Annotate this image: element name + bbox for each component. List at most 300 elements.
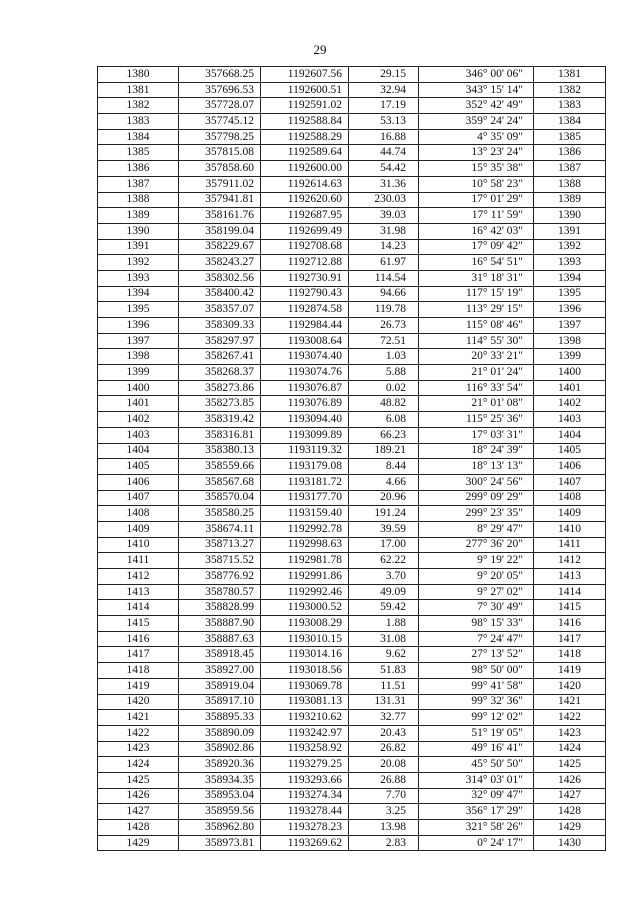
x-coordinate-cell: 357815.08 <box>179 145 261 161</box>
next-point-cell: 1394 <box>534 270 606 286</box>
y-coordinate-cell: 1193076.89 <box>261 396 349 412</box>
next-point-cell: 1393 <box>534 255 606 271</box>
point-id-cell: 1385 <box>98 145 179 161</box>
x-coordinate-cell: 358887.90 <box>179 616 261 632</box>
distance-cell: 17.00 <box>349 537 419 553</box>
y-coordinate-cell: 1192620.60 <box>261 192 349 208</box>
table-row <box>98 757 606 773</box>
distance-cell: 1.88 <box>349 616 419 632</box>
x-coordinate-cell: 358919.04 <box>179 678 261 694</box>
distance-cell: 31.08 <box>349 631 419 647</box>
table-row <box>98 365 606 381</box>
distance-cell: 119.78 <box>349 302 419 318</box>
point-id-cell: 1387 <box>98 176 179 192</box>
next-point-cell: 1419 <box>534 663 606 679</box>
point-id-cell: 1408 <box>98 506 179 522</box>
next-point-cell: 1383 <box>534 98 606 114</box>
page-number: 29 <box>313 42 327 57</box>
x-coordinate-cell: 358267.41 <box>179 349 261 365</box>
bearing-cell: 346° 00' 06" <box>419 67 534 83</box>
next-point-cell: 1426 <box>534 772 606 788</box>
table-row <box>98 98 606 114</box>
y-coordinate-cell: 1192614.63 <box>261 176 349 192</box>
next-point-cell: 1411 <box>534 537 606 553</box>
y-coordinate-cell: 1192981.78 <box>261 553 349 569</box>
distance-cell: 191.24 <box>349 506 419 522</box>
x-coordinate-cell: 358357.07 <box>179 302 261 318</box>
bearing-cell: 99° 32' 36" <box>419 694 534 710</box>
table-row <box>98 710 606 726</box>
bearing-cell: 20° 33' 21" <box>419 349 534 365</box>
bearing-cell: 116° 33' 54" <box>419 380 534 396</box>
table-row <box>98 631 606 647</box>
x-coordinate-cell: 358268.37 <box>179 365 261 381</box>
next-point-cell: 1430 <box>534 835 606 851</box>
table-row <box>98 318 606 334</box>
table-row <box>98 208 606 224</box>
next-point-cell: 1400 <box>534 365 606 381</box>
distance-cell: 189.21 <box>349 443 419 459</box>
point-id-cell: 1425 <box>98 772 179 788</box>
table-row <box>98 443 606 459</box>
table-row <box>98 114 606 130</box>
distance-cell: 59.42 <box>349 600 419 616</box>
table-row <box>98 569 606 585</box>
distance-cell: 44.74 <box>349 145 419 161</box>
distance-cell: 1.03 <box>349 349 419 365</box>
next-point-cell: 1422 <box>534 710 606 726</box>
next-point-cell: 1427 <box>534 788 606 804</box>
x-coordinate-cell: 357696.53 <box>179 82 261 98</box>
point-id-cell: 1403 <box>98 427 179 443</box>
x-coordinate-cell: 357728.07 <box>179 98 261 114</box>
x-coordinate-cell: 358959.56 <box>179 804 261 820</box>
x-coordinate-cell: 358890.09 <box>179 725 261 741</box>
table-row <box>98 663 606 679</box>
next-point-cell: 1385 <box>534 129 606 145</box>
next-point-cell: 1387 <box>534 161 606 177</box>
next-point-cell: 1389 <box>534 192 606 208</box>
table-row <box>98 145 606 161</box>
point-id-cell: 1389 <box>98 208 179 224</box>
distance-cell: 49.09 <box>349 584 419 600</box>
bearing-cell: 21° 01' 24" <box>419 365 534 381</box>
table-row <box>98 772 606 788</box>
bearing-cell: 51° 19' 05" <box>419 725 534 741</box>
x-coordinate-cell: 357745.12 <box>179 114 261 130</box>
point-id-cell: 1398 <box>98 349 179 365</box>
x-coordinate-cell: 358828.99 <box>179 600 261 616</box>
table-row <box>98 161 606 177</box>
distance-cell: 4.66 <box>349 474 419 490</box>
y-coordinate-cell: 1193000.52 <box>261 600 349 616</box>
distance-cell: 31.98 <box>349 223 419 239</box>
table-body <box>98 67 606 851</box>
x-coordinate-cell: 358229.67 <box>179 239 261 255</box>
distance-cell: 94.66 <box>349 286 419 302</box>
next-point-cell: 1382 <box>534 82 606 98</box>
next-point-cell: 1417 <box>534 631 606 647</box>
bearing-cell: 117° 15' 19" <box>419 286 534 302</box>
point-id-cell: 1392 <box>98 255 179 271</box>
table-row <box>98 804 606 820</box>
y-coordinate-cell: 1193278.23 <box>261 820 349 836</box>
point-id-cell: 1420 <box>98 694 179 710</box>
y-coordinate-cell: 1193081.13 <box>261 694 349 710</box>
bearing-cell: 18° 24' 39" <box>419 443 534 459</box>
distance-cell: 230.03 <box>349 192 419 208</box>
x-coordinate-cell: 358927.00 <box>179 663 261 679</box>
y-coordinate-cell: 1193010.15 <box>261 631 349 647</box>
y-coordinate-cell: 1192874.58 <box>261 302 349 318</box>
y-coordinate-cell: 1192992.46 <box>261 584 349 600</box>
table-row <box>98 537 606 553</box>
x-coordinate-cell: 358273.85 <box>179 396 261 412</box>
y-coordinate-cell: 1192708.68 <box>261 239 349 255</box>
x-coordinate-cell: 358161.76 <box>179 208 261 224</box>
x-coordinate-cell: 358920.36 <box>179 757 261 773</box>
point-id-cell: 1400 <box>98 380 179 396</box>
distance-cell: 62.22 <box>349 553 419 569</box>
y-coordinate-cell: 1193258.92 <box>261 741 349 757</box>
bearing-cell: 343° 15' 14" <box>419 82 534 98</box>
point-id-cell: 1422 <box>98 725 179 741</box>
bearing-cell: 98° 15' 33" <box>419 616 534 632</box>
y-coordinate-cell: 1192991.86 <box>261 569 349 585</box>
bearing-cell: 359° 24' 24" <box>419 114 534 130</box>
y-coordinate-cell: 1193119.32 <box>261 443 349 459</box>
x-coordinate-cell: 358918.45 <box>179 647 261 663</box>
next-point-cell: 1412 <box>534 553 606 569</box>
y-coordinate-cell: 1193099.89 <box>261 427 349 443</box>
bearing-cell: 7° 24' 47" <box>419 631 534 647</box>
table-row <box>98 333 606 349</box>
next-point-cell: 1413 <box>534 569 606 585</box>
point-id-cell: 1428 <box>98 820 179 836</box>
table-row <box>98 129 606 145</box>
y-coordinate-cell: 1193069.78 <box>261 678 349 694</box>
bearing-cell: 32° 09' 47" <box>419 788 534 804</box>
point-id-cell: 1406 <box>98 474 179 490</box>
y-coordinate-cell: 1192712.88 <box>261 255 349 271</box>
table-row <box>98 459 606 475</box>
distance-cell: 48.82 <box>349 396 419 412</box>
distance-cell: 6.08 <box>349 412 419 428</box>
y-coordinate-cell: 1192699.49 <box>261 223 349 239</box>
x-coordinate-cell: 358400.42 <box>179 286 261 302</box>
table-row <box>98 474 606 490</box>
point-id-cell: 1397 <box>98 333 179 349</box>
next-point-cell: 1418 <box>534 647 606 663</box>
bearing-cell: 4° 35' 09" <box>419 129 534 145</box>
distance-cell: 66.23 <box>349 427 419 443</box>
next-point-cell: 1398 <box>534 333 606 349</box>
bearing-cell: 21° 01' 08" <box>419 396 534 412</box>
y-coordinate-cell: 1193269.62 <box>261 835 349 851</box>
x-coordinate-cell: 357858.60 <box>179 161 261 177</box>
table-row <box>98 176 606 192</box>
next-point-cell: 1423 <box>534 725 606 741</box>
point-id-cell: 1427 <box>98 804 179 820</box>
distance-cell: 14.23 <box>349 239 419 255</box>
point-id-cell: 1412 <box>98 569 179 585</box>
bearing-cell: 45° 50' 50" <box>419 757 534 773</box>
y-coordinate-cell: 1193074.40 <box>261 349 349 365</box>
table-row <box>98 788 606 804</box>
next-point-cell: 1410 <box>534 521 606 537</box>
next-point-cell: 1429 <box>534 820 606 836</box>
next-point-cell: 1414 <box>534 584 606 600</box>
point-id-cell: 1391 <box>98 239 179 255</box>
table-row <box>98 741 606 757</box>
distance-cell: 114.54 <box>349 270 419 286</box>
x-coordinate-cell: 358953.04 <box>179 788 261 804</box>
y-coordinate-cell: 1193274.34 <box>261 788 349 804</box>
next-point-cell: 1404 <box>534 427 606 443</box>
bearing-cell: 18° 13' 13" <box>419 459 534 475</box>
x-coordinate-cell: 358780.57 <box>179 584 261 600</box>
table-row <box>98 553 606 569</box>
distance-cell: 17.19 <box>349 98 419 114</box>
bearing-cell: 27° 13' 52" <box>419 647 534 663</box>
point-id-cell: 1411 <box>98 553 179 569</box>
point-id-cell: 1388 <box>98 192 179 208</box>
point-id-cell: 1381 <box>98 82 179 98</box>
x-coordinate-cell: 358380.13 <box>179 443 261 459</box>
bearing-cell: 17° 01' 29" <box>419 192 534 208</box>
bearing-cell: 352° 42' 49" <box>419 98 534 114</box>
x-coordinate-cell: 358934.35 <box>179 772 261 788</box>
y-coordinate-cell: 1192600.51 <box>261 82 349 98</box>
bearing-cell: 13° 23' 24" <box>419 145 534 161</box>
y-coordinate-cell: 1193210.62 <box>261 710 349 726</box>
point-id-cell: 1401 <box>98 396 179 412</box>
x-coordinate-cell: 358570.04 <box>179 490 261 506</box>
table-row <box>98 647 606 663</box>
y-coordinate-cell: 1193159.40 <box>261 506 349 522</box>
distance-cell: 32.94 <box>349 82 419 98</box>
table-row <box>98 270 606 286</box>
y-coordinate-cell: 1193018.56 <box>261 663 349 679</box>
bearing-cell: 9° 20' 05" <box>419 569 534 585</box>
y-coordinate-cell: 1192992.78 <box>261 521 349 537</box>
point-id-cell: 1396 <box>98 318 179 334</box>
x-coordinate-cell: 357911.02 <box>179 176 261 192</box>
bearing-cell: 15° 35' 38" <box>419 161 534 177</box>
point-id-cell: 1393 <box>98 270 179 286</box>
table-row <box>98 239 606 255</box>
point-id-cell: 1394 <box>98 286 179 302</box>
next-point-cell: 1409 <box>534 506 606 522</box>
next-point-cell: 1416 <box>534 616 606 632</box>
distance-cell: 5.88 <box>349 365 419 381</box>
x-coordinate-cell: 358902.86 <box>179 741 261 757</box>
y-coordinate-cell: 1193181.72 <box>261 474 349 490</box>
next-point-cell: 1390 <box>534 208 606 224</box>
distance-cell: 54.42 <box>349 161 419 177</box>
next-point-cell: 1392 <box>534 239 606 255</box>
next-point-cell: 1386 <box>534 145 606 161</box>
x-coordinate-cell: 357668.25 <box>179 67 261 83</box>
distance-cell: 7.70 <box>349 788 419 804</box>
point-id-cell: 1390 <box>98 223 179 239</box>
y-coordinate-cell: 1192998.63 <box>261 537 349 553</box>
distance-cell: 9.62 <box>349 647 419 663</box>
point-id-cell: 1409 <box>98 521 179 537</box>
x-coordinate-cell: 358567.68 <box>179 474 261 490</box>
distance-cell: 20.96 <box>349 490 419 506</box>
next-point-cell: 1420 <box>534 678 606 694</box>
x-coordinate-cell: 358713.27 <box>179 537 261 553</box>
point-id-cell: 1419 <box>98 678 179 694</box>
bearing-cell: 0° 24' 17" <box>419 835 534 851</box>
next-point-cell: 1425 <box>534 757 606 773</box>
point-id-cell: 1407 <box>98 490 179 506</box>
bearing-cell: 300° 24' 56" <box>419 474 534 490</box>
x-coordinate-cell: 358319.42 <box>179 412 261 428</box>
next-point-cell: 1381 <box>534 67 606 83</box>
distance-cell: 13.98 <box>349 820 419 836</box>
y-coordinate-cell: 1193293.66 <box>261 772 349 788</box>
table-row <box>98 506 606 522</box>
point-id-cell: 1404 <box>98 443 179 459</box>
point-id-cell: 1429 <box>98 835 179 851</box>
y-coordinate-cell: 1193008.29 <box>261 616 349 632</box>
y-coordinate-cell: 1192730.91 <box>261 270 349 286</box>
distance-cell: 39.03 <box>349 208 419 224</box>
table-row <box>98 380 606 396</box>
y-coordinate-cell: 1193076.87 <box>261 380 349 396</box>
distance-cell: 20.08 <box>349 757 419 773</box>
x-coordinate-cell: 358715.52 <box>179 553 261 569</box>
point-id-cell: 1415 <box>98 616 179 632</box>
x-coordinate-cell: 358895.33 <box>179 710 261 726</box>
distance-cell: 2.83 <box>349 835 419 851</box>
x-coordinate-cell: 358776.92 <box>179 569 261 585</box>
table-row <box>98 521 606 537</box>
bearing-cell: 17° 09' 42" <box>419 239 534 255</box>
distance-cell: 3.70 <box>349 569 419 585</box>
survey-coordinates-table <box>97 66 606 851</box>
y-coordinate-cell: 1193008.64 <box>261 333 349 349</box>
x-coordinate-cell: 358243.27 <box>179 255 261 271</box>
point-id-cell: 1383 <box>98 114 179 130</box>
y-coordinate-cell: 1193179.08 <box>261 459 349 475</box>
point-id-cell: 1426 <box>98 788 179 804</box>
y-coordinate-cell: 1193278.44 <box>261 804 349 820</box>
y-coordinate-cell: 1192790.43 <box>261 286 349 302</box>
next-point-cell: 1391 <box>534 223 606 239</box>
distance-cell: 51.83 <box>349 663 419 679</box>
x-coordinate-cell: 358273.86 <box>179 380 261 396</box>
next-point-cell: 1396 <box>534 302 606 318</box>
next-point-cell: 1395 <box>534 286 606 302</box>
table-row <box>98 678 606 694</box>
next-point-cell: 1408 <box>534 490 606 506</box>
table-row <box>98 223 606 239</box>
x-coordinate-cell: 358559.66 <box>179 459 261 475</box>
table-row <box>98 616 606 632</box>
distance-cell: 29.15 <box>349 67 419 83</box>
next-point-cell: 1403 <box>534 412 606 428</box>
y-coordinate-cell: 1192984.44 <box>261 318 349 334</box>
next-point-cell: 1397 <box>534 318 606 334</box>
point-id-cell: 1395 <box>98 302 179 318</box>
point-id-cell: 1421 <box>98 710 179 726</box>
table-row <box>98 427 606 443</box>
y-coordinate-cell: 1193279.25 <box>261 757 349 773</box>
bearing-cell: 49° 16' 41" <box>419 741 534 757</box>
point-id-cell: 1386 <box>98 161 179 177</box>
y-coordinate-cell: 1193074.76 <box>261 365 349 381</box>
distance-cell: 31.36 <box>349 176 419 192</box>
point-id-cell: 1417 <box>98 647 179 663</box>
next-point-cell: 1405 <box>534 443 606 459</box>
y-coordinate-cell: 1192591.02 <box>261 98 349 114</box>
bearing-cell: 8° 29' 47" <box>419 521 534 537</box>
point-id-cell: 1402 <box>98 412 179 428</box>
table-row <box>98 835 606 851</box>
bearing-cell: 299° 23' 35" <box>419 506 534 522</box>
x-coordinate-cell: 358309.33 <box>179 318 261 334</box>
table-row <box>98 412 606 428</box>
bearing-cell: 277° 36' 20" <box>419 537 534 553</box>
table-row <box>98 67 606 83</box>
point-id-cell: 1423 <box>98 741 179 757</box>
x-coordinate-cell: 358316.81 <box>179 427 261 443</box>
bearing-cell: 9° 19' 22" <box>419 553 534 569</box>
table-row <box>98 302 606 318</box>
next-point-cell: 1415 <box>534 600 606 616</box>
point-id-cell: 1414 <box>98 600 179 616</box>
x-coordinate-cell: 358962.80 <box>179 820 261 836</box>
table-row <box>98 349 606 365</box>
point-id-cell: 1405 <box>98 459 179 475</box>
next-point-cell: 1388 <box>534 176 606 192</box>
distance-cell: 61.97 <box>349 255 419 271</box>
bearing-cell: 17° 11' 59" <box>419 208 534 224</box>
distance-cell: 26.73 <box>349 318 419 334</box>
bearing-cell: 17° 03' 31" <box>419 427 534 443</box>
distance-cell: 39.59 <box>349 521 419 537</box>
y-coordinate-cell: 1192607.56 <box>261 67 349 83</box>
next-point-cell: 1421 <box>534 694 606 710</box>
point-id-cell: 1380 <box>98 67 179 83</box>
x-coordinate-cell: 358302.56 <box>179 270 261 286</box>
distance-cell: 16.88 <box>349 129 419 145</box>
table-row <box>98 255 606 271</box>
bearing-cell: 356° 17' 29" <box>419 804 534 820</box>
point-id-cell: 1410 <box>98 537 179 553</box>
distance-cell: 11.51 <box>349 678 419 694</box>
distance-cell: 32.77 <box>349 710 419 726</box>
x-coordinate-cell: 358674.11 <box>179 521 261 537</box>
next-point-cell: 1424 <box>534 741 606 757</box>
point-id-cell: 1382 <box>98 98 179 114</box>
bearing-cell: 299° 09' 29" <box>419 490 534 506</box>
table-row <box>98 490 606 506</box>
distance-cell: 131.31 <box>349 694 419 710</box>
distance-cell: 26.88 <box>349 772 419 788</box>
bearing-cell: 98° 50' 00" <box>419 663 534 679</box>
x-coordinate-cell: 358199.04 <box>179 223 261 239</box>
table-row <box>98 82 606 98</box>
y-coordinate-cell: 1193094.40 <box>261 412 349 428</box>
next-point-cell: 1399 <box>534 349 606 365</box>
next-point-cell: 1406 <box>534 459 606 475</box>
distance-cell: 8.44 <box>349 459 419 475</box>
x-coordinate-cell: 358917.10 <box>179 694 261 710</box>
